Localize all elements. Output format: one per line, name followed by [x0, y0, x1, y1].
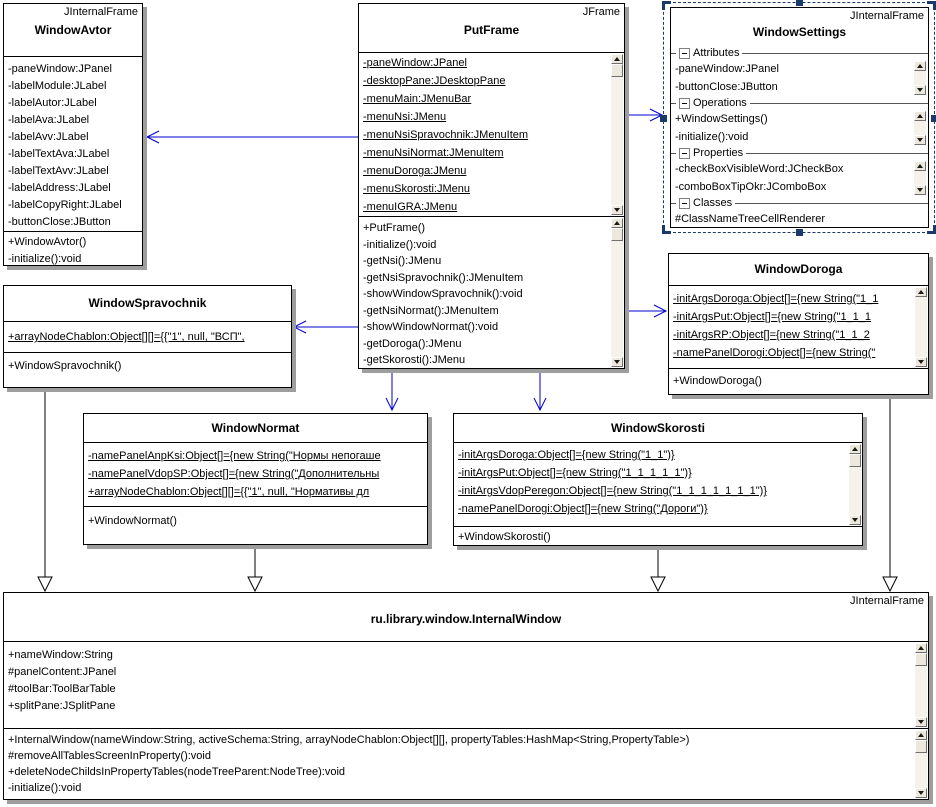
attribute-row[interactable]: -menuNsi:JMenu: [363, 111, 447, 123]
operation-row[interactable]: +WindowSpravochnik(): [8, 360, 122, 372]
attribute-row[interactable]: -namePanelDorogi:Object[]={new String("Дороги")}: [458, 503, 708, 515]
scroll-up-icon: [917, 114, 923, 118]
scroll-up-icon: [917, 164, 923, 168]
operation-row[interactable]: +PutFrame(): [363, 222, 426, 234]
scroll-down-button[interactable]: [914, 85, 926, 95]
class-window-avtor[interactable]: [3, 3, 143, 266]
scroll-up-button[interactable]: [914, 111, 926, 121]
operations-compartment: [359, 216, 624, 368]
scroll-down-icon: [852, 518, 858, 522]
attribute-row[interactable]: +arrayNodeChablon:Object[][]={{"1", null, "Нормативы дл: [88, 486, 370, 498]
operation-row[interactable]: -initialize():void: [8, 782, 82, 794]
section-header-attributes[interactable]: [671, 46, 928, 60]
class-header: [4, 4, 142, 56]
scroll-down-button[interactable]: [849, 515, 861, 525]
selection-handle[interactable]: [931, 115, 936, 122]
association-putframe-windowspravochnik[interactable]: [294, 321, 358, 333]
attribute-row[interactable]: -namePanelVdopSP:Object[]={new String("Дополнительны: [88, 468, 380, 480]
operation-row[interactable]: -initialize():void: [363, 238, 437, 251]
attribute-row[interactable]: -menuIGRA:JMenu: [363, 201, 458, 213]
attribute-row[interactable]: -labelAddress:JLabel: [8, 182, 111, 194]
scroll-up-icon: [918, 646, 924, 650]
section-label: Attributes: [693, 47, 740, 59]
collapse-icon[interactable]: [679, 198, 690, 209]
scrollbar[interactable]: [914, 61, 926, 95]
scroll-up-button[interactable]: [915, 287, 927, 297]
scroll-up-button[interactable]: [915, 730, 927, 740]
section-label: Operations: [693, 97, 747, 109]
attribute-row[interactable]: -desktopPane:JDesktopPane: [363, 75, 506, 87]
association-putframe-windowskorosti[interactable]: [534, 369, 546, 410]
scrollbar[interactable]: [914, 161, 926, 195]
attribute-row[interactable]: -initArgsPut:Object[]={new String("1_1_1: [673, 311, 872, 323]
association-putframe-windowdoroga[interactable]: [625, 305, 666, 317]
scroll-up-button[interactable]: [611, 218, 623, 228]
generalization-windowspravochnik-internalwindow[interactable]: [38, 388, 52, 591]
attribute-row[interactable]: -labelCopyRight:JLabel: [8, 199, 122, 211]
attribute-row[interactable]: -labelAvv:JLabel: [8, 131, 89, 143]
stereotype-label: JInternalFrame: [850, 10, 924, 22]
attribute-row[interactable]: -initArgsPut:Object[]={new String("1_1_1_1_1")}: [458, 467, 692, 479]
operation-row[interactable]: -getSkorosti():JMenu: [363, 354, 466, 366]
scroll-down-button[interactable]: [915, 717, 927, 727]
attribute-row[interactable]: -menuNsiNormat:JMenuItem: [363, 147, 504, 159]
class-header: [671, 8, 928, 46]
operation-row[interactable]: -getNsi():JMenu: [363, 255, 442, 267]
generalization-windowdoroga-internalwindow[interactable]: [883, 395, 897, 591]
scroll-down-icon: [918, 720, 924, 724]
operation-row[interactable]: -showWindowNormat():void: [363, 321, 499, 333]
attribute-row[interactable]: -initArgsDoroga:Object[]={new String("1_1: [673, 293, 879, 305]
scroll-up-button[interactable]: [611, 54, 623, 64]
operation-row[interactable]: -showWindowSpravochnik():void: [363, 288, 523, 300]
operation-row[interactable]: +deleteNodeChildsInPropertyTables(nodeTreeParent:NodeTree):void: [8, 766, 346, 778]
property-row[interactable]: -checkBoxVisibleWord:JCheckBox: [675, 163, 844, 175]
attribute-row[interactable]: -menuSkorosti:JMenu: [363, 183, 470, 195]
scroll-up-button[interactable]: [914, 61, 926, 71]
operation-row[interactable]: -initialize():void: [8, 253, 82, 265]
class-title[interactable]: PutFrame: [463, 23, 520, 37]
selection-handle[interactable]: [796, 229, 803, 236]
operation-row[interactable]: -getNsiSpravochnik():JMenuItem: [363, 271, 524, 284]
stereotype-label: JFrame: [582, 6, 620, 18]
triangle-arrowhead-icon: [248, 577, 262, 591]
attribute-row[interactable]: -buttonClose:JButton: [8, 216, 111, 228]
attribute-row[interactable]: -paneWindow:JPanel: [675, 63, 779, 75]
class-row[interactable]: #ClassNameTreeCellRenderer: [675, 213, 825, 225]
attribute-row[interactable]: -paneWindow:JPanel: [363, 57, 467, 69]
attributes-compartment: [4, 321, 291, 352]
generalization-windowskorosti-internalwindow[interactable]: [651, 546, 665, 591]
scroll-down-icon: [917, 88, 923, 92]
scroll-down-button[interactable]: [611, 205, 623, 215]
attribute-row[interactable]: +splitPane:JSplitPane: [8, 700, 116, 712]
attribute-row[interactable]: +arrayNodeChablon:Object[][]={{"1", null, "ВСП",: [8, 331, 245, 343]
attribute-row[interactable]: -buttonClose:JButton: [675, 81, 778, 93]
operations-compartment: [84, 506, 427, 544]
attributes-compartment: [4, 641, 928, 728]
association-putframe-windowsettings[interactable]: [625, 109, 662, 121]
operations-section-items: [671, 110, 928, 146]
scrollbar[interactable]: [611, 218, 623, 367]
attribute-row[interactable]: -initArgsRP:Object[]={new String("1_1_2: [673, 329, 870, 341]
property-row[interactable]: -comboBoxTipOkr:JComboBox: [675, 181, 827, 193]
scroll-down-button[interactable]: [915, 788, 927, 798]
scrollbar-track[interactable]: [915, 753, 927, 788]
scroll-up-button[interactable]: [849, 444, 861, 454]
scrollbar-thumb[interactable]: [611, 64, 623, 77]
attributes-compartment: [669, 285, 928, 368]
stereotype-label: JInternalFrame: [64, 6, 138, 18]
class-title[interactable]: WindowAvtor: [34, 23, 112, 37]
scroll-up-icon: [852, 447, 858, 451]
section-header-operations[interactable]: [671, 96, 928, 110]
operation-row[interactable]: +WindowNormat(): [88, 515, 177, 527]
class-title[interactable]: WindowNormat: [211, 421, 300, 435]
operation-row[interactable]: -getDoroga():JMenu: [363, 337, 462, 350]
scrollbar-thumb[interactable]: [849, 454, 861, 467]
scroll-up-button[interactable]: [914, 161, 926, 171]
class-header: [4, 286, 291, 321]
classes-section-items: [671, 210, 928, 228]
scroll-down-icon: [614, 208, 620, 212]
attributes-section-items: [671, 60, 928, 96]
class-header: [359, 4, 624, 52]
class-putframe[interactable]: [358, 3, 625, 369]
attributes-compartment: [359, 52, 624, 216]
scroll-down-icon: [918, 360, 924, 364]
section-header-classes[interactable]: [671, 196, 928, 210]
scroll-up-icon: [918, 290, 924, 294]
class-title[interactable]: WindowSkorosti: [611, 421, 705, 435]
class-header: [669, 254, 928, 285]
operation-row[interactable]: #removeAllTablesScreenInProperty():void: [8, 750, 211, 762]
attribute-row[interactable]: -initArgsVdopPeregon:Object[]={new String("1_1_1_1_1_1_1")}: [458, 485, 767, 497]
class-window-settings[interactable]: [670, 7, 929, 228]
attribute-row[interactable]: #panelContent:JPanel: [8, 666, 117, 678]
scroll-up-icon: [614, 57, 620, 61]
scrollbar-track[interactable]: [611, 77, 623, 205]
class-window-skorosti[interactable]: [453, 413, 863, 546]
scroll-up-icon: [918, 733, 924, 737]
triangle-arrowhead-icon: [651, 577, 665, 591]
attribute-row[interactable]: -labelAutor:JLabel: [8, 97, 97, 109]
scroll-down-button[interactable]: [914, 185, 926, 195]
attribute-row[interactable]: -menuDoroga:JMenu: [363, 165, 467, 177]
class-header: [84, 414, 427, 442]
selection-handle[interactable]: [660, 115, 667, 122]
scroll-down-icon: [614, 360, 620, 364]
attribute-row[interactable]: -labelTextAva:JLabel: [8, 148, 110, 160]
triangle-arrowhead-icon: [38, 577, 52, 591]
attribute-row[interactable]: -menuNsiSpravochnik:JMenuItem: [363, 129, 529, 141]
scroll-up-button[interactable]: [915, 643, 927, 653]
class-title[interactable]: WindowSpravochnik: [88, 296, 207, 310]
class-header: [454, 414, 862, 442]
association-putframe-windownormat[interactable]: [386, 369, 398, 410]
class-window-normat[interactable]: [83, 413, 428, 545]
section-label: Properties: [693, 147, 744, 159]
operations-compartment: [669, 368, 928, 394]
scrollbar[interactable]: [915, 730, 927, 798]
scroll-down-button[interactable]: [611, 357, 623, 367]
class-title[interactable]: WindowSettings: [752, 25, 847, 39]
scroll-up-icon: [614, 221, 620, 225]
scrollbar[interactable]: [611, 54, 623, 215]
class-title[interactable]: WindowDoroga: [754, 262, 843, 276]
properties-section-items: [671, 160, 928, 196]
operation-row[interactable]: +WindowSettings(): [675, 113, 768, 125]
scrollbar-track[interactable]: [914, 171, 926, 185]
collapse-icon[interactable]: [679, 48, 690, 59]
collapse-icon[interactable]: [679, 98, 690, 109]
stereotype-label: JInternalFrame: [850, 595, 924, 607]
collapse-icon[interactable]: [679, 148, 690, 159]
operation-row[interactable]: +WindowDoroga(): [673, 375, 762, 387]
attribute-row[interactable]: -labelModule:JLabel: [8, 80, 107, 92]
scroll-up-icon: [917, 64, 923, 68]
attributes-compartment: [84, 442, 427, 506]
generalization-windownormat-internalwindow[interactable]: [248, 545, 262, 591]
scrollbar-track[interactable]: [915, 297, 927, 357]
scrollbar-thumb[interactable]: [915, 653, 927, 666]
selection-handle[interactable]: [796, 0, 803, 6]
attribute-row[interactable]: -labelTextAvv:JLabel: [8, 165, 109, 177]
class-title[interactable]: ru.library.window.InternalWindow: [370, 612, 562, 626]
scrollbar[interactable]: [915, 643, 927, 727]
section-header-properties[interactable]: [671, 146, 928, 160]
scrollbar-track[interactable]: [849, 467, 861, 515]
scroll-down-button[interactable]: [915, 357, 927, 367]
operation-row[interactable]: +InternalWindow(nameWindow:String, activeSchema:String, arrayNodeChablon:Object[][], propertyTables:HashMap<String,PropertyTable>): [8, 734, 690, 746]
operation-row[interactable]: -getNsiNormat():JMenuItem: [363, 304, 499, 317]
class-internal-window[interactable]: [3, 592, 929, 800]
class-window-doroga[interactable]: [668, 253, 929, 395]
section-label: Classes: [693, 197, 733, 209]
attribute-row[interactable]: #toolBar:ToolBarTable: [8, 683, 116, 695]
scrollbar-thumb[interactable]: [611, 228, 623, 241]
attribute-row[interactable]: +nameWindow:String: [8, 649, 113, 661]
operation-row[interactable]: +WindowSkorosti(): [458, 531, 551, 543]
attributes-compartment: [4, 56, 142, 231]
association-putframe-windowavtor[interactable]: [147, 131, 358, 143]
scroll-down-button[interactable]: [914, 135, 926, 145]
triangle-arrowhead-icon: [883, 577, 897, 591]
class-window-spravochnik[interactable]: [3, 285, 292, 388]
operations-compartment: [4, 231, 142, 265]
scroll-down-icon: [917, 188, 923, 192]
operation-row[interactable]: +WindowAvtor(): [8, 236, 87, 248]
attribute-row[interactable]: -namePanelAnpKsi:Object[]={new String("Нормы непогаше: [88, 450, 381, 462]
operations-compartment: [4, 728, 928, 799]
attributes-compartment: [454, 442, 862, 526]
operations-compartment: [454, 526, 862, 545]
scroll-down-icon: [917, 138, 923, 142]
scrollbar-track[interactable]: [914, 121, 926, 135]
attribute-row[interactable]: -namePanelDorogi:Object[]={new String(": [673, 347, 876, 359]
attribute-row[interactable]: -paneWindow:JPanel: [8, 63, 112, 75]
scrollbar-track[interactable]: [915, 666, 927, 717]
attribute-row[interactable]: -menuMain:JMenuBar: [363, 93, 472, 105]
attribute-row[interactable]: -labelAva:JLabel: [8, 114, 90, 126]
scroll-down-icon: [918, 791, 924, 795]
scrollbar[interactable]: [914, 111, 926, 145]
attribute-row[interactable]: -initArgsDoroga:Object[]={new String("1_1")}: [458, 449, 675, 461]
scrollbar-thumb[interactable]: [915, 740, 927, 753]
scrollbar-track[interactable]: [611, 241, 623, 357]
scrollbar-track[interactable]: [914, 71, 926, 85]
class-header: [4, 593, 928, 641]
operations-compartment: [4, 352, 291, 387]
scrollbar[interactable]: [849, 444, 861, 525]
scrollbar[interactable]: [915, 287, 927, 367]
operation-row[interactable]: -initialize():void: [675, 131, 749, 143]
